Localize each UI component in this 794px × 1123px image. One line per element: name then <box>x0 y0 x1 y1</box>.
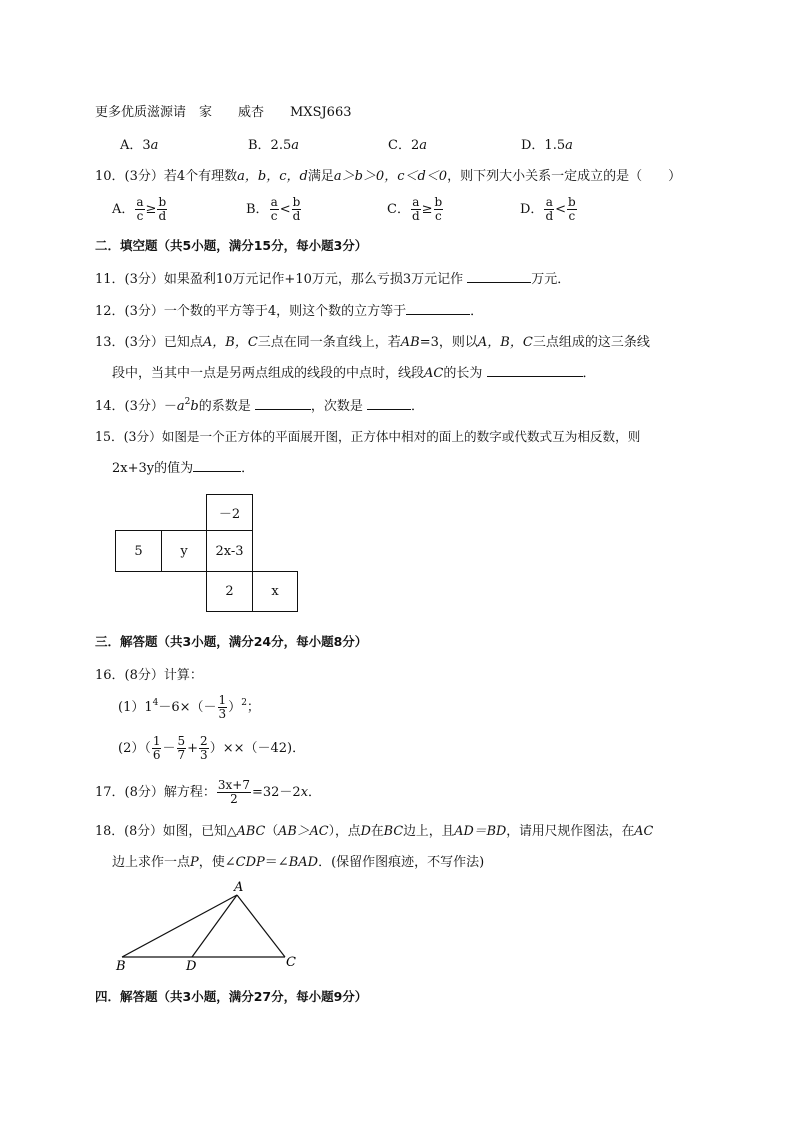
q12-answer-blank[interactable] <box>406 302 470 315</box>
net-cell-right: x <box>252 571 298 612</box>
segment-ac <box>237 895 285 957</box>
q11: 11．(3分）如果盈利10万元记作+10万元，那么亏损3万元记作 万元． <box>95 272 571 287</box>
net-cell-left-2: y <box>161 530 207 572</box>
q16-title: 16．(8分）计算： <box>95 668 203 683</box>
q15-answer-blank[interactable] <box>193 459 241 472</box>
section-3-heading: 三．解答题（共3小题，满分24分，每小题8分） <box>95 634 368 649</box>
q18-line-2: 边上求作一点P，使∠CDP＝∠BAD．(保留作图痕迹，不写作法) <box>112 855 485 870</box>
q18-line-1: 18．(8分）如图，已知△ABC（AB＞AC），点D在BC边上，且AD＝BD，请用尺规作图法，在AC <box>95 824 654 839</box>
triangle-figure <box>110 878 310 974</box>
net-cell-center: 2x-3 <box>206 530 253 572</box>
vertex-label-c: C <box>286 955 296 970</box>
vertex-label-d: D <box>186 959 197 974</box>
net-cell-bottom: 2 <box>206 571 253 612</box>
q15-line-1: 15．(3分）如图是一个正方体的平面展开图，正方体中相对的面上的数字或代数式互为相反数，则 <box>95 429 641 444</box>
q17: 17．(8分）解方程： $\frac{3x+7}{2}$ =32－2x． <box>95 778 322 806</box>
q12: 12．(3分）一个数的平方等于4，则这个数的立方等于 ． <box>95 304 484 319</box>
header-line: 更多优质滋源请 家 威杏 MXSJ663 <box>95 105 352 120</box>
q9-option-c: C．2a <box>388 138 427 153</box>
section-4-heading: 四．解答题（共3小题，满分27分，每小题9分） <box>95 989 368 1004</box>
q14-degree-blank[interactable] <box>367 397 411 410</box>
q14-coefficient-blank[interactable] <box>255 397 311 410</box>
q10-option-b: B． $\frac{a}{c}$ < $\frac{b}{d}$ <box>246 195 301 223</box>
q13-line-2: 段中，当其中一点是另两点组成的线段的中点时，线段AC的长为 ． <box>112 366 596 381</box>
net-cell-top: －2 <box>206 494 253 531</box>
q10-option-c: C． $\frac{a}{d}$ ≥ $\frac{b}{c}$ <box>387 195 443 223</box>
q10-stem: 10．(3分）若4个有理数a，b，c，d满足a＞b＞0，c＜d＜0，则下列大小关系一定成立的是（ ） <box>95 169 682 184</box>
q14: 14．(3分）$-a^2b$的系数是 ，次数是 ． <box>95 397 425 414</box>
section-2-heading: 二．填空题（共5小题，满分15分，每小题3分） <box>95 238 368 253</box>
q9-option-d: D．1.5a <box>521 138 573 153</box>
vertex-label-a: A <box>234 880 244 895</box>
segment-ad <box>192 895 237 957</box>
q13-answer-blank[interactable] <box>487 364 583 377</box>
net-cell-left-1: 5 <box>115 530 162 572</box>
q16-part-2: (2）（ $\frac{1}{6}$ － $\frac{5}{7}$ + $\frac{2}{3}$ ）××（－42)． <box>118 734 306 762</box>
q11-answer-blank[interactable] <box>467 270 531 283</box>
q15-line-2: 2x+3y的值为 ． <box>112 461 255 476</box>
q10-option-d: D． $\frac{a}{d}$ < $\frac{b}{c}$ <box>520 195 576 223</box>
segment-ab <box>122 895 237 957</box>
q10-option-a: A． $\frac{a}{c}$ ≥ $\frac{b}{d}$ <box>112 195 167 223</box>
q13-line-1: 13．(3分）已知点A，B，C三点在同一条直线上，若AB=3，则以A，B，C三点组成的这三条线 <box>95 335 650 350</box>
q9-option-b: B．2.5a <box>248 138 299 153</box>
q16-part-1: $(1)1^4-6\times(-$ $\frac{1}{3}$ ）$^2$； <box>118 693 260 721</box>
vertex-label-b: B <box>116 959 126 974</box>
q9-option-a: A．3a <box>120 138 159 153</box>
